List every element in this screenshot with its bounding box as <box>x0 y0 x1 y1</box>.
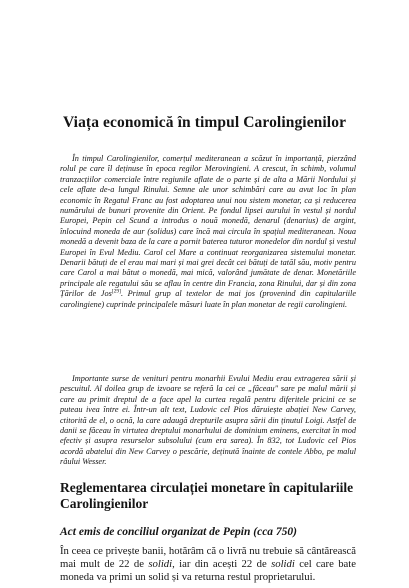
page-title: Viața economică în timpul Carolingienilor <box>62 114 347 131</box>
body-text-a: În ceea ce privește banii, hotărâm că o livră nu trebuie să cântărească mai mult de 22 de <box>60 545 356 570</box>
body-paragraph <box>60 545 356 584</box>
body-text-c: cel care bate moneda va primi un solid și va returna restul proprietarului. <box>60 558 357 583</box>
body-term-solidi-2: solidi <box>271 558 295 570</box>
section-heading: Reglementarea circulației monetare în capitulariile Carolingienilor <box>60 480 354 511</box>
body-text-b: , iar din acești 22 de <box>172 558 272 570</box>
intro-paragraph-1-tail: . Primul grup al textelor de mai jos (provenind din capitulariile carolingiene) cuprinde principalele măsuri luate în plan monetar de regii carolingieni. <box>60 289 356 309</box>
subsection-heading: Act emis de conciliul organizat de Pepin (cca 750) <box>60 526 298 538</box>
body-term-solidi-1: solidi <box>148 558 173 570</box>
intro-paragraph-1 <box>60 154 356 310</box>
intro-paragraph-1-text: În timpul Carolingienilor, comerțul mediteranean a scăzut în importanță, pierzând rolul pe care îl deținuse în epoca regilor Merovingieni. A crescut, în schimb, volumul tranzacțiilor comerciale între regiunile aflate de o parte și de alta a Mării Nordului și cele aflate de-a lungul Rinului. Semne ale unor schimbări care au avut loc în plan economic în Regatul Franc au fost adoptarea unui nou sistem monetar, ca și reducerea numărului de bunuri provenite din Orient. Pe fondul lipsei aurului în vestul și nordul Europei, Pepin cel Scund a introdus o nouă monedă, denarul (denarius) de argint, înlocuind moneda de aur (solidus) care încă mai circula în spațiul mediteranean. Noua monedă a devenit baza de la care a pornit baterea tuturor monedelor din nordul și vestul Europei în Evul Mediu. Carol cel Mare a continuat reorganizarea sistemului monetar. Denarii bătuți de el erau mai mari și mai grei decât cei bătuți de tatăl său, motiv pentru care Carol a mai bătut o monedă, mai mică, valorând jumătate de denar. Monetăriile principale ale regatului său se aflau în centre din Francia, zona Rinului, dar și din zona Țărilor de Jos <box>60 154 356 299</box>
footnote-reference[interactable]: [29] <box>111 288 121 295</box>
intro-paragraph-2: Importante surse de venituri pentru monarhii Evului Mediu erau extragerea sării și pescuitul. Al doilea grup de izvoare se referă la cei ce „fâceau" sare pe malul mării și care au primit dreptul de a face apel la curtea regală pentru diferitele pricini ce se puteau ivea între ei. Într-un alt text, Ludovic cel Pios dăruiește abației New Carvey, ctitorită de el, o ocnă, la care adaugă drepturile asupra sării din ținutul Loigi. Astfel de danii se făceau în virtutea dreptului monarhului de dominium eminens, exercitat în mod efectiv și asupra resurselor subsolului (cum era sarea). În 832, tot Ludovic cel Pios acordă abatelui din New Carvey o pescărie, deținută înainte de contele Abbo, pe malul râului Wesser. <box>60 374 356 467</box>
